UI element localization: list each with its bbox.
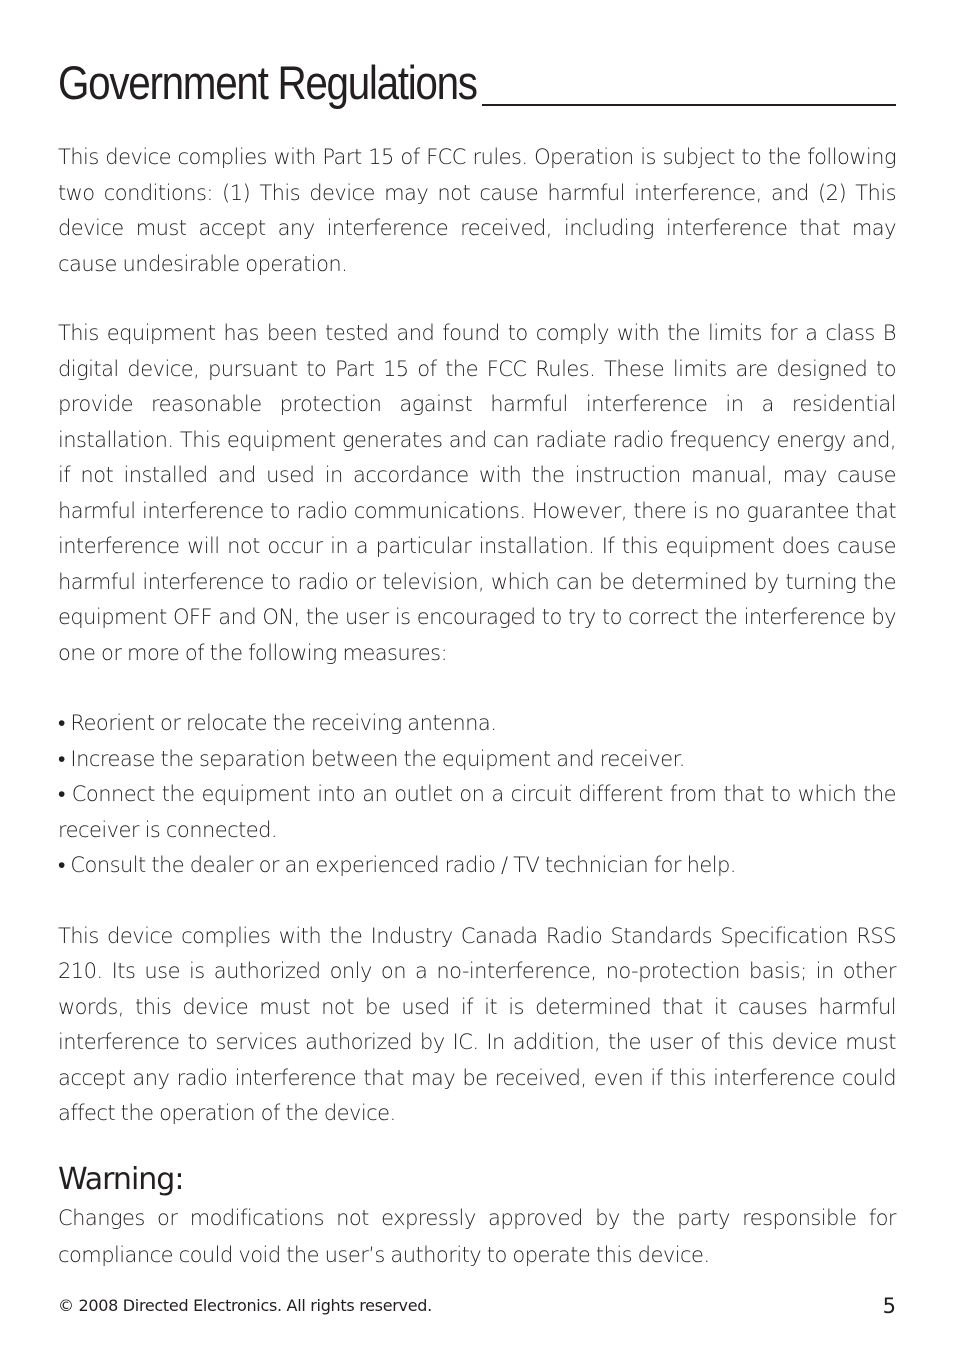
industry-canada-paragraph: This device complies with the Industry Canada Radio Standards Specification RSS 210. Its use is authorized only on a no-interference, no-protection basis; in other words, this device must not be used if it is determined that it causes harmful interference to services authorized by IC. In addition, the user of this device must accept any radio interference that may be received, even if this interference could affect the operation of the device.	[58, 923, 896, 1125]
fcc-compliance-paragraph: This device complies with Part 15 of FCC rules. Operation is subject to the following two conditions: (1) This device may not cause harmful interference, and (2) This device must accept any interference received, including interference that may cause undesirable operation.	[58, 145, 896, 276]
list-item: • Connect the equipment into an outlet on a circuit different from that to which the receiver is connected.	[58, 782, 896, 842]
list-item: • Increase the separation between the equipment and receiver.	[58, 746, 685, 771]
page-number: 5	[882, 1294, 896, 1318]
warning-heading: Warning:	[58, 1161, 184, 1197]
class-b-device-paragraph: This equipment has been tested and found to comply with the limits for a class B digital device, pursuant to Part 15 of the FCC Rules. These limits are designed to provide reasonable protection against harmful interference in a residential installation. This equipment generates and can radiate radio frequency energy and, if not installed and used in accordance with the instruction manual, may cause harmful interference to radio communications. However, there is no guarantee that interference will not occur in a particular installation. If this equipment does cause harmful interference to radio or television, which can be determined by turning the equipment OFF and ON, the user is encouraged to try to correct the interference by one or more of the following measures:	[58, 321, 896, 665]
interference-measures-list	[58, 706, 896, 884]
title-row	[58, 52, 896, 109]
document-page	[58, 52, 896, 1274]
list-item: • Consult the dealer or an experienced radio / TV technician for help.	[58, 853, 736, 877]
page-title: Government Regulations	[58, 59, 482, 106]
document-body	[58, 140, 896, 1274]
warning-text: Changes or modifications not expressly approved by the party responsible for compliance could void the user’s authority to operate this device.	[58, 1205, 896, 1267]
list-item: • Reorient or relocate the receiving antenna.	[58, 711, 497, 735]
copyright-notice: © 2008 Directed Electronics. All rights reserved.	[58, 1296, 432, 1315]
page-footer	[58, 1296, 896, 1322]
